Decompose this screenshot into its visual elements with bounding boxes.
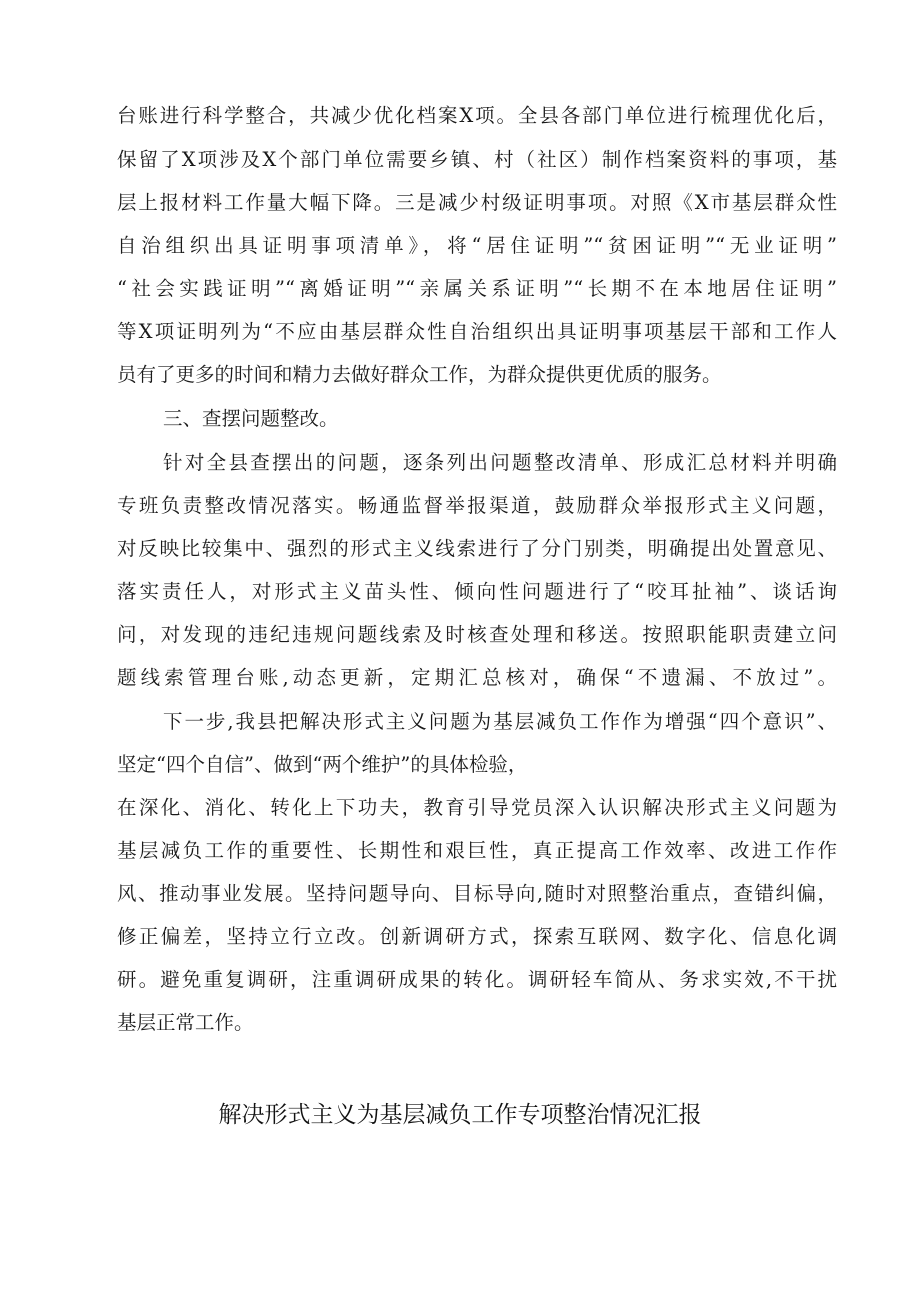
paragraph-3-line-8: 基层正常工作。 [117,1011,254,1034]
paragraph-2-line-2: 专班负责整改情况落实。畅通监督举报渠道，鼓励群众举报形式主义问题， [117,494,837,517]
paragraph-3-line-6: 修正偏差，坚持立行立改。创新调研方式，探索互联网、数字化、信息化调 [117,925,837,948]
paragraph-2-line-1: 针对全县查摆出的问题，逐条列出问题整改清单、形成汇总材料并明确 [163,451,837,474]
paragraph-2-line-3: 对反映比较集中、强烈的形式主义线索进行了分门别类，明确提出处置意见、 [117,537,837,560]
paragraph-3-line-3: 在深化、消化、转化上下功夫，教育引导党员深入认识解决形式主义问题为 [117,796,837,819]
document-title: 解决形式主义为基层减负工作专项整治情况汇报 [218,1102,702,1128]
section-3-heading: 三、查摆问题整改。 [163,407,339,430]
paragraph-3-line-7: 研。避免重复调研，注重调研成果的转化。调研轻车简从、务求实效,不干扰 [117,968,837,991]
paragraph-3-line-4: 基层减负工作的重要性、长期性和艰巨性，真正提高工作效率、改进工作作 [117,839,837,862]
paragraph-1-line-6: 等X项证明列为“不应由基层群众性自治组织出具证明事项基层干部和工作人 [117,320,837,343]
paragraph-1-line-5: “社会实践证明”“离婚证明”“亲属关系证明”“长期不在本地居住证明” [117,277,837,300]
paragraph-3-line-2: 坚定“四个自信”、做到“两个维护”的具体检验， [117,753,528,776]
paragraph-2-line-6: 题线索管理台账,动态更新，定期汇总核对，确保“不遗漏、不放过”。 [117,666,837,689]
paragraph-2-line-5: 问，对发现的违纪违规问题线索及时核查处理和移送。按照职能职责建立问 [117,623,837,646]
paragraph-1-line-1: 台账进行科学整合，共减少优化档案X项。全县各部门单位进行梳理优化后， [117,104,837,127]
paragraph-1-line-7: 员有了更多的时间和精力去做好群众工作，为群众提供更优质的服务。 [117,363,722,386]
paragraph-1-line-2: 保留了X项涉及X个部门单位需要乡镇、村（社区）制作档案资料的事项，基 [117,148,837,171]
paragraph-3-line-5: 风、推动事业发展。坚持问题导向、目标导向,随时对照整治重点，查错纠偏， [117,882,837,905]
paragraph-1-line-3: 层上报材料工作量大幅下降。三是减少村级证明事项。对照《X市基层群众性 [117,191,837,214]
paragraph-3-line-1: 下一步,我县把解决形式主义问题为基层减负工作作为增强“四个意识”、 [163,710,837,733]
paragraph-2-line-4: 落实责任人，对形式主义苗头性、倾向性问题进行了“咬耳扯袖”、谈话询 [117,580,837,603]
paragraph-1-line-4: 自治组织出具证明事项清单》，将“居住证明”“贫困证明”“无业证明” [117,234,837,257]
